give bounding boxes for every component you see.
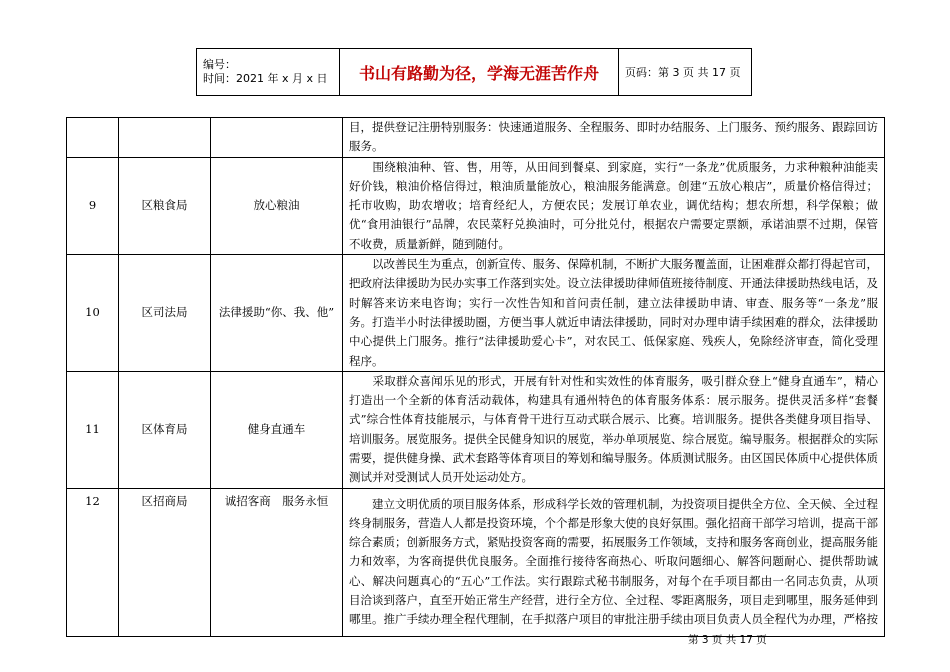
- row-number: 12: [67, 488, 119, 636]
- header-meta: [197, 49, 340, 96]
- row-department: 区体育局: [119, 371, 211, 488]
- row-department: [119, 118, 211, 158]
- table-row: [67, 118, 885, 158]
- table-row: [67, 255, 885, 372]
- row-service-name: 诚招客商 服务永恒: [211, 488, 343, 636]
- row-description: 建立文明优质的项目服务体系，形成科学长效的管理机制，为投资项目提供全方位、全天候、全过程终身制服务，营造人人都是投资环境，个个都是形象大使的良好氛围。强化招商干部学习培训，提高干部综合素质；创新服务方式，紧贴投资客商的需要，拓展服务工作领域，支持和服务客商创业，提高服务能力和效率，为客商提供优良服务。全面推行接待客商热心、听取问题细心、解答问题耐心、提供帮助诚心、解决问题真心的“五心”工作法。实行跟踪式秘书制服务，对每个在手项目都由一名同志负责，从项目洽谈到落户，直至开始正常生产经营，进行全方位、全过程、零距离服务，项目走到哪里，服务延伸到哪里。推广手续办理全程代理制，在手拟落户项目的审批注册手续由项目负责人员全程代为办理，严格按: [343, 488, 885, 636]
- row-number: [67, 118, 119, 158]
- time-label: 时间：2021 年 x 月 x 日: [203, 72, 328, 85]
- row-number: 10: [67, 255, 119, 372]
- row-number: 11: [67, 371, 119, 488]
- table-row: [67, 371, 885, 488]
- row-description: 以改善民生为重点，创新宣传、服务、保障机制，不断扩大服务覆盖面，让困难群众都打得起官司，把政府法律援助为民办实事工作落到实处。设立法律援助律师值班接待制度、开通法律援助热线电话，及时解答来访来电咨询；实行一次性告知和首问责任制，建立法律援助申请、审查、服务等“一条龙”服务。打造半小时法律援助圈，方便当事人就近申请法律援助，同时对办理申请手续困难的群众，法律援助中心提供上门服务。推行“法律援助爱心卡”，对农民工、低保家庭、残疾人，免除经济审查，简化受理程序。: [343, 255, 885, 372]
- row-department: 区招商局: [119, 488, 211, 636]
- row-service-name: [211, 118, 343, 158]
- row-service-name: 健身直通车: [211, 371, 343, 488]
- row-service-name: 放心粮油: [211, 157, 343, 254]
- row-description: 目，提供登记注册特别服务：快速通道服务、全程服务、即时办结服务、上门服务、预约服务、跟踪回访服务。: [343, 118, 885, 158]
- service-table: [66, 117, 885, 637]
- row-description: 围绕粮油种、管、售，用等，从田间到餐桌、到家庭，实行“一条龙”优质服务，力求种粮种油能卖好价钱，粮油价格信得过，粮油质量能放心，粮油服务能满意。创建“五放心粮店”，质量价格信得过；托市收购，助农增收；培育经纪人，方便农民；发展订单农业，调优结构；想农所想，科学保粮；做优“食用油银行”品牌，农民菜籽兑换油时，可分批兑付，根据农户需要定票额，承诺油票不过期，保管不收费，质量新鲜，随到随付。: [343, 157, 885, 254]
- table-row: [67, 157, 885, 254]
- row-service-name: 法律援助“你、我、他”: [211, 255, 343, 372]
- page-code: 页码：第 3 页 共 17 页: [619, 49, 752, 96]
- table-row: [67, 488, 885, 636]
- page-footer: 第 3 页 共 17 页: [688, 634, 767, 646]
- row-description: 采取群众喜闻乐见的形式，开展有针对性和实效性的体育服务，吸引群众登上“健身直通车”，精心打造出一个全新的体育活动载体，构建具有通州特色的体育服务体系：展示服务。提供灵活多样“套餐式”综合性体育技能展示，与体育骨干进行互动式联合展示、比赛。培训服务。提供各类健身项目指导、培训服务。展览服务。提供全民健身知识的展览，举办单项展览、综合展览。编导服务。根据群众的实际需要，提供健身操、武术套路等体育项目的筹划和编导服务。体质测试服务。由区国民体质中心提供体质测试并对受测试人员开处运动处方。: [343, 371, 885, 488]
- row-department: 区司法局: [119, 255, 211, 372]
- row-number: 9: [67, 157, 119, 254]
- motto: 书山有路勤为径，学海无涯苦作舟: [340, 49, 619, 96]
- document-header: [196, 48, 752, 96]
- row-department: 区粮食局: [119, 157, 211, 254]
- number-label: 编号：: [203, 58, 236, 71]
